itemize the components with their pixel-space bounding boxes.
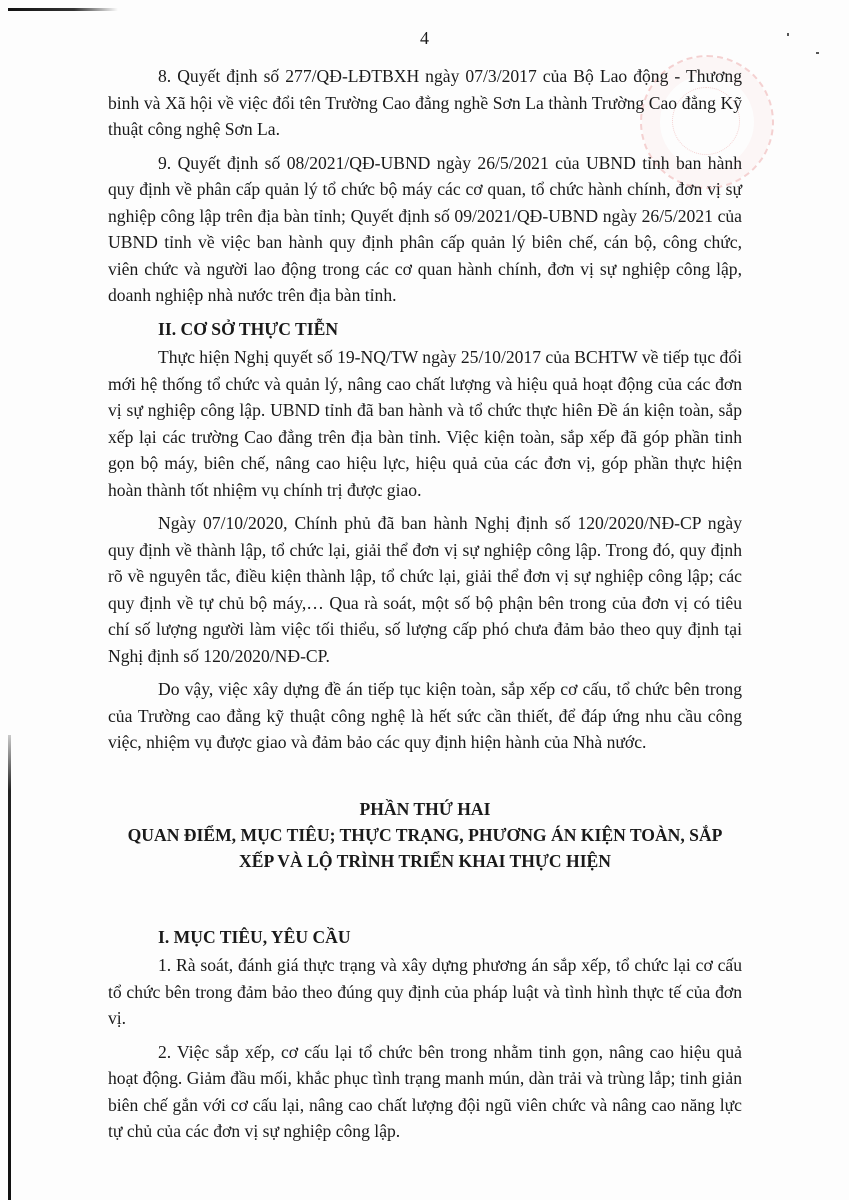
section-heading-goals: I. MỤC TIÊU, YÊU CẦU [158, 926, 351, 947]
scan-edge-line-top [8, 8, 118, 11]
goals-paragraph: 2. Việc sắp xếp, cơ cấu lại tổ chức bên trong nhằm tinh gọn, nâng cao hiệu quả hoạt động. Giảm đầu mối, khắc phục tình trạng manh mún, dàn trải và trùng lắp; tinh giản biên chế gắn với cơ cấu lại, nâng cao chất lượng đội ngũ viên chức và nâng cao năng lực tự chủ của các đơn vị sự nghiệp công lập. [108, 1041, 742, 1141]
section-heading-practical-basis: II. CƠ SỞ THỰC TIỄN [158, 318, 339, 339]
practical-basis-paragraph: Thực hiện Nghị quyết số 19-NQ/TW ngày 25/10/2017 của BCHTW về tiếp tục đổi mới hệ thống tổ chức và quản lý, nâng cao chất lượng và hiệu quả hoạt động của các đơn vị sự nghiệp công lập. UBND tỉnh đã ban hành và tổ chức thực hiên Đề án kiện toàn, sắp xếp lại các trường Cao đẳng trên địa bàn tỉnh. Việc kiện toàn, sắp xếp đã góp phần tinh gọn bộ máy, biên chế, nâng cao hiệu lực, hiệu quả của các đơn vị, góp phần thực hiện hoàn thành tốt nhiệm vụ chính trị được giao. [108, 347, 743, 500]
practical-basis-paragraph: Ngày 07/10/2020, Chính phủ đã ban hành Nghị định số 120/2020/NĐ-CP ngày quy định về thành lập, tổ chức lại, giải thể đơn vị sự nghiệp công lập. Trong đó, quy định rõ về nguyên tắc, điều kiện thành lập, tổ chức lại, giải thể đơn vị sự nghiệp công lập; các quy định về tự chủ bộ máy,… Qua rà soát, một số bộ phận bên trong của đơn vị có tiêu chí số lượng người làm việc tối thiểu, số lượng cấp phó chưa đảm bảo theo quy định tại Nghị định số 120/2020/NĐ-CP. [108, 513, 742, 666]
part-subtitle: QUAN ĐIỂM, MỤC TIÊU; THỰC TRẠNG, PHƯƠNG ÁN KIỆN TOÀN, SẮP XẾP VÀ LỘ TRÌNH TRIỂN KHAI THỰC HIỆN [127, 824, 723, 871]
part-two-heading [108, 796, 742, 874]
scan-edge-line-left [8, 735, 11, 1200]
scan-speck [816, 52, 819, 54]
legal-basis-item-9: 9. Quyết định số 08/2021/QĐ-UBND ngày 26/5/2021 của UBND tỉnh ban hành quy định về phân cấp quản lý tổ chức bộ máy các cơ quan, tổ chức hành chính, đơn vị sự nghiệp công lập trên địa bàn tỉnh; Quyết định số 09/2021/QĐ-UBND ngày 26/5/2021 của UBND tỉnh về việc ban hành quy định phân cấp quản lý biên chế, cán bộ, công chức, viên chức và người lao động trong các cơ quan hành chính, đơn vị sự nghiệp công lập, doanh nghiệp nhà nước trên địa bàn tỉnh. [108, 152, 742, 305]
practical-basis-paragraph: Do vậy, việc xây dựng đề án tiếp tục kiện toàn, sắp xếp cơ cấu, tổ chức bên trong của Trường cao đẳng kỹ thuật công nghệ là hết sức cần thiết, để đáp ứng nhu cầu công việc, nhiệm vụ được giao và đảm bảo các quy định hiện hành của Nhà nước. [108, 679, 742, 752]
legal-basis-item-8: 8. Quyết định số 277/QĐ-LĐTBXH ngày 07/3/2017 của Bộ Lao động - Thương binh và Xã hội về việc đổi tên Trường Cao đẳng nghề Sơn La thành Trường Cao đẳng Kỹ thuật công nghệ Sơn La. [108, 66, 742, 139]
document-body [108, 63, 742, 1152]
part-title: PHẦN THỨ HAI [359, 798, 491, 819]
goals-paragraph: 1. Rà soát, đánh giá thực trạng và xây dựng phương án sắp xếp, tổ chức lại cơ cấu tổ chức bên trong đảm bảo theo đúng quy định của pháp luật và tình hình thực tế của đơn vị. [108, 955, 742, 1028]
page-number: 4 [420, 28, 429, 48]
